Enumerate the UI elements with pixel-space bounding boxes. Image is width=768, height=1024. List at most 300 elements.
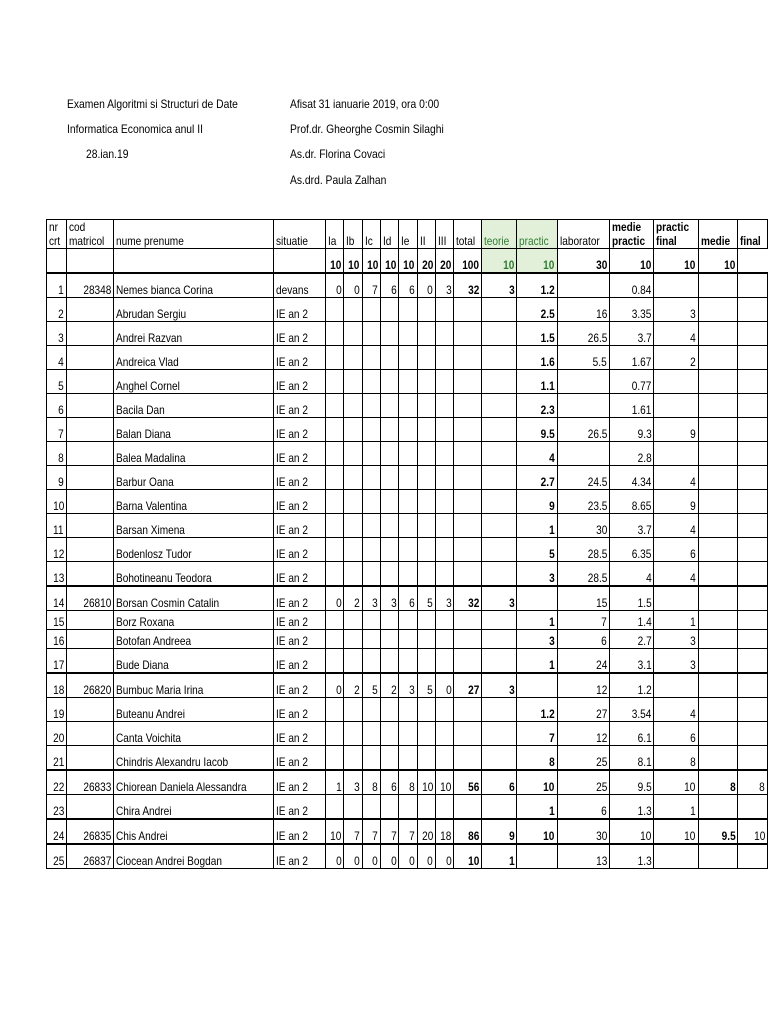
- cell-nume: Ciocean Andrei Bogdan: [113, 844, 273, 869]
- cell-lab: 30: [557, 819, 609, 844]
- cell-teorie: [482, 370, 517, 394]
- cell-sit: IE an 2: [274, 698, 326, 722]
- cell-nr: 7: [47, 418, 67, 442]
- cell-Ia: [325, 795, 343, 820]
- cell-lab: [557, 442, 609, 466]
- cell-total: [454, 466, 482, 490]
- cell-sit: IE an 2: [274, 844, 326, 869]
- cell-III: [436, 370, 454, 394]
- cell-total: [454, 490, 482, 514]
- cell-practic: 1: [517, 649, 557, 674]
- cell-sit: IE an 2: [274, 630, 326, 649]
- cell-teorie: 3: [482, 586, 517, 611]
- table-row: [47, 844, 768, 869]
- cell-total: [454, 394, 482, 418]
- cell-sit: IE an 2: [274, 346, 326, 370]
- cell-nr: 2: [47, 298, 67, 322]
- cell-total: 32: [454, 273, 482, 298]
- cell-Id: 7: [381, 819, 399, 844]
- cell-mp: 1.61: [609, 394, 653, 418]
- cell-cod: [66, 442, 113, 466]
- cell-final: [738, 538, 768, 562]
- cell-pf: [654, 673, 698, 698]
- col-final: final: [738, 220, 768, 249]
- col-III: III: [436, 220, 454, 249]
- cell-sit: IE an 2: [274, 673, 326, 698]
- cell-III: 0: [436, 844, 454, 869]
- cell-total: [454, 795, 482, 820]
- col-situatie: situatie: [274, 220, 326, 249]
- cell-sit: IE an 2: [274, 611, 326, 630]
- cell-III: [436, 346, 454, 370]
- cell-teorie: [482, 698, 517, 722]
- cell-lab: 6: [557, 795, 609, 820]
- cell-final: [738, 586, 768, 611]
- max-points-cell: 10: [654, 249, 698, 274]
- cell-medie: [698, 698, 738, 722]
- cell-cod: 28348: [66, 273, 113, 298]
- cell-Ia: [325, 466, 343, 490]
- cell-practic: [517, 586, 557, 611]
- cell-Ib: [344, 490, 362, 514]
- cell-teorie: [482, 418, 517, 442]
- cell-pf: 6: [654, 538, 698, 562]
- cell-cod: 26837: [66, 844, 113, 869]
- cell-nume: Bude Diana: [113, 649, 273, 674]
- cell-cod: [66, 722, 113, 746]
- cell-II: [417, 298, 435, 322]
- cell-nume: Barbur Oana: [113, 466, 273, 490]
- cell-lab: 26.5: [557, 322, 609, 346]
- cell-medie: [698, 538, 738, 562]
- assistant-name-2: As.drd. Paula Zalhan: [290, 173, 387, 187]
- cell-Ic: [362, 514, 380, 538]
- cell-nume: Chiorean Daniela Alessandra: [113, 770, 273, 795]
- cell-Ic: [362, 611, 380, 630]
- cell-pf: 1: [654, 611, 698, 630]
- cell-medie: [698, 273, 738, 298]
- col-II: II: [417, 220, 435, 249]
- col-laborator: laborator: [557, 220, 609, 249]
- cell-practic: 8: [517, 746, 557, 771]
- cell-Ib: [344, 795, 362, 820]
- cell-II: 5: [417, 673, 435, 698]
- cell-nr: 9: [47, 466, 67, 490]
- cell-final: [738, 298, 768, 322]
- cell-Ib: [344, 611, 362, 630]
- cell-Ia: 1: [325, 770, 343, 795]
- cell-pf: 3: [654, 649, 698, 674]
- cell-Ic: [362, 490, 380, 514]
- cell-nr: 21: [47, 746, 67, 771]
- cell-Ie: 8: [399, 770, 417, 795]
- cell-II: [417, 442, 435, 466]
- max-points-cell: 10: [344, 249, 362, 274]
- cell-Ie: [399, 346, 417, 370]
- col-cod: cod matricol: [66, 220, 113, 249]
- cell-final: [738, 673, 768, 698]
- cell-mp: 9.3: [609, 418, 653, 442]
- cell-practic: 1: [517, 514, 557, 538]
- cell-mp: 0.84: [609, 273, 653, 298]
- cell-mp: 2.8: [609, 442, 653, 466]
- cell-II: [417, 795, 435, 820]
- cell-Id: [381, 322, 399, 346]
- cell-total: [454, 611, 482, 630]
- cell-III: [436, 298, 454, 322]
- cell-Id: [381, 562, 399, 587]
- cell-sit: IE an 2: [274, 394, 326, 418]
- cell-sit: IE an 2: [274, 770, 326, 795]
- cell-total: 10: [454, 844, 482, 869]
- table-row: [47, 673, 768, 698]
- cell-Ic: 7: [362, 819, 380, 844]
- cell-Ie: [399, 490, 417, 514]
- cell-Ic: 3: [362, 586, 380, 611]
- cell-Ib: 2: [344, 586, 362, 611]
- cell-final: [738, 698, 768, 722]
- cell-Id: 2: [381, 673, 399, 698]
- cell-cod: [66, 649, 113, 674]
- cell-sit: IE an 2: [274, 370, 326, 394]
- cell-Ie: [399, 298, 417, 322]
- cell-Ib: [344, 698, 362, 722]
- cell-Ib: [344, 418, 362, 442]
- cell-Id: 0: [381, 844, 399, 869]
- cell-pf: [654, 273, 698, 298]
- cell-nume: Barna Valentina: [113, 490, 273, 514]
- cell-Ia: [325, 442, 343, 466]
- cell-Ia: 0: [325, 673, 343, 698]
- cell-lab: 28.5: [557, 538, 609, 562]
- cell-lab: 16: [557, 298, 609, 322]
- cell-Ib: [344, 746, 362, 771]
- cell-cod: [66, 322, 113, 346]
- cell-nr: 12: [47, 538, 67, 562]
- cell-practic: [517, 844, 557, 869]
- cell-final: [738, 722, 768, 746]
- cell-total: [454, 322, 482, 346]
- cell-Ic: [362, 698, 380, 722]
- cell-practic: 10: [517, 819, 557, 844]
- cell-practic: 1.2: [517, 698, 557, 722]
- table-row: [47, 346, 768, 370]
- cell-lab: 24: [557, 649, 609, 674]
- cell-II: [417, 698, 435, 722]
- cell-Ia: [325, 538, 343, 562]
- col-medie-practic: medie practic: [609, 220, 653, 249]
- cell-total: [454, 442, 482, 466]
- posted-date: Afisat 31 ianuarie 2019, ora 0:00: [290, 97, 440, 111]
- cell-pf: 4: [654, 466, 698, 490]
- cell-teorie: 3: [482, 273, 517, 298]
- cell-mp: 10: [609, 819, 653, 844]
- cell-teorie: [482, 394, 517, 418]
- cell-II: 0: [417, 844, 435, 869]
- cell-mp: 8.65: [609, 490, 653, 514]
- cell-nr: 25: [47, 844, 67, 869]
- cell-III: [436, 611, 454, 630]
- cell-teorie: [482, 649, 517, 674]
- cell-III: 10: [436, 770, 454, 795]
- cell-II: [417, 394, 435, 418]
- cell-II: 0: [417, 273, 435, 298]
- cell-total: [454, 722, 482, 746]
- table-row: [47, 630, 768, 649]
- cell-Ic: [362, 322, 380, 346]
- cell-Ie: [399, 394, 417, 418]
- cell-mp: 3.7: [609, 514, 653, 538]
- cell-medie: [698, 649, 738, 674]
- cell-nume: Botofan Andreea: [113, 630, 273, 649]
- cell-nr: 17: [47, 649, 67, 674]
- cell-nume: Bacila Dan: [113, 394, 273, 418]
- cell-Ia: [325, 322, 343, 346]
- cell-mp: 3.54: [609, 698, 653, 722]
- cell-pf: [654, 370, 698, 394]
- cell-sit: IE an 2: [274, 322, 326, 346]
- cell-medie: [698, 586, 738, 611]
- cell-lab: 25: [557, 770, 609, 795]
- cell-mp: 3.35: [609, 298, 653, 322]
- cell-Ia: [325, 746, 343, 771]
- cell-practic: 1.1: [517, 370, 557, 394]
- cell-Ia: 0: [325, 586, 343, 611]
- cell-practic: 2.5: [517, 298, 557, 322]
- max-points-cell: 10: [609, 249, 653, 274]
- cell-total: [454, 418, 482, 442]
- cell-practic: [517, 673, 557, 698]
- cell-teorie: [482, 611, 517, 630]
- cell-Ic: [362, 466, 380, 490]
- cell-sit: IE an 2: [274, 538, 326, 562]
- max-points-cell: 10: [399, 249, 417, 274]
- cell-Ic: [362, 346, 380, 370]
- cell-total: [454, 514, 482, 538]
- table-row: [47, 418, 768, 442]
- cell-final: [738, 346, 768, 370]
- cell-practic: 3: [517, 562, 557, 587]
- cell-Id: 6: [381, 273, 399, 298]
- table-row: [47, 562, 768, 587]
- cell-mp: 1.4: [609, 611, 653, 630]
- cell-nume: Balan Diana: [113, 418, 273, 442]
- cell-II: 20: [417, 819, 435, 844]
- table-row: [47, 649, 768, 674]
- cell-Id: [381, 698, 399, 722]
- cell-teorie: 6: [482, 770, 517, 795]
- cell-medie: [698, 394, 738, 418]
- cell-pf: [654, 442, 698, 466]
- cell-Id: [381, 466, 399, 490]
- cell-mp: 9.5: [609, 770, 653, 795]
- max-points-cell: 10: [517, 249, 557, 274]
- cell-pf: 6: [654, 722, 698, 746]
- cell-cod: [66, 514, 113, 538]
- cell-Ib: [344, 394, 362, 418]
- cell-mp: 1.3: [609, 844, 653, 869]
- cell-lab: [557, 370, 609, 394]
- cell-sit: IE an 2: [274, 562, 326, 587]
- cell-II: [417, 490, 435, 514]
- cell-II: [417, 649, 435, 674]
- table-row: [47, 298, 768, 322]
- table-row: [47, 514, 768, 538]
- max-empty: [113, 249, 273, 274]
- table-row: [47, 819, 768, 844]
- cell-lab: 26.5: [557, 418, 609, 442]
- cell-nume: Anghel Cornel: [113, 370, 273, 394]
- table-row: [47, 770, 768, 795]
- col-practic: practic: [517, 220, 557, 249]
- cell-Ie: [399, 442, 417, 466]
- cell-final: [738, 630, 768, 649]
- cell-Id: [381, 538, 399, 562]
- cell-sit: IE an 2: [274, 514, 326, 538]
- cell-final: [738, 844, 768, 869]
- cell-Id: [381, 795, 399, 820]
- cell-Ib: [344, 649, 362, 674]
- cell-teorie: [482, 322, 517, 346]
- cell-teorie: 9: [482, 819, 517, 844]
- cell-III: [436, 795, 454, 820]
- cell-practic: 2.7: [517, 466, 557, 490]
- cell-cod: 26810: [66, 586, 113, 611]
- cell-Ia: [325, 722, 343, 746]
- cell-Id: [381, 346, 399, 370]
- cell-Ic: [362, 722, 380, 746]
- cell-Ib: [344, 538, 362, 562]
- cell-Ib: 7: [344, 819, 362, 844]
- cell-total: [454, 370, 482, 394]
- cell-III: [436, 490, 454, 514]
- cell-mp: 8.1: [609, 746, 653, 771]
- cell-final: [738, 490, 768, 514]
- cell-nume: Chis Andrei: [113, 819, 273, 844]
- cell-Ie: 7: [399, 819, 417, 844]
- cell-Ie: [399, 611, 417, 630]
- cell-mp: 0.77: [609, 370, 653, 394]
- max-empty: [274, 249, 326, 274]
- cell-sit: IE an 2: [274, 722, 326, 746]
- cell-Id: [381, 442, 399, 466]
- cell-final: 8: [738, 770, 768, 795]
- cell-cod: [66, 370, 113, 394]
- cell-nr: 18: [47, 673, 67, 698]
- cell-lab: [557, 273, 609, 298]
- cell-nume: Buteanu Andrei: [113, 698, 273, 722]
- cell-mp: 1.5: [609, 586, 653, 611]
- cell-teorie: 3: [482, 673, 517, 698]
- cell-cod: 26835: [66, 819, 113, 844]
- cell-III: [436, 442, 454, 466]
- cell-III: [436, 466, 454, 490]
- cell-nume: Chira Andrei: [113, 795, 273, 820]
- cell-pf: 8: [654, 746, 698, 771]
- cell-Ib: [344, 322, 362, 346]
- cell-teorie: [482, 722, 517, 746]
- cell-sit: IE an 2: [274, 466, 326, 490]
- cell-medie: [698, 466, 738, 490]
- cell-cod: 26833: [66, 770, 113, 795]
- cell-medie: [698, 490, 738, 514]
- table-row: [47, 273, 768, 298]
- col-practic-final: practic final: [654, 220, 698, 249]
- cell-pf: [654, 586, 698, 611]
- col-Ic: Ic: [362, 220, 380, 249]
- cell-practic: 2.3: [517, 394, 557, 418]
- max-points-cell: 10: [325, 249, 343, 274]
- cell-nr: 22: [47, 770, 67, 795]
- cell-Id: [381, 298, 399, 322]
- table-row: [47, 698, 768, 722]
- cell-Ia: [325, 611, 343, 630]
- cell-II: [417, 466, 435, 490]
- cell-practic: 1: [517, 611, 557, 630]
- assistant-name-1: As.dr. Florina Covaci: [290, 147, 386, 161]
- cell-final: [738, 649, 768, 674]
- cell-lab: 5.5: [557, 346, 609, 370]
- cell-nume: Balea Madalina: [113, 442, 273, 466]
- cell-nr: 8: [47, 442, 67, 466]
- grades-table-body: [47, 220, 768, 869]
- cell-Id: [381, 630, 399, 649]
- cell-III: [436, 418, 454, 442]
- cell-medie: [698, 298, 738, 322]
- cell-Id: [381, 490, 399, 514]
- cell-cod: [66, 795, 113, 820]
- cell-nr: 16: [47, 630, 67, 649]
- cell-Id: [381, 722, 399, 746]
- cell-Ia: [325, 370, 343, 394]
- col-Id: Id: [381, 220, 399, 249]
- table-row: [47, 746, 768, 771]
- max-points-cell: 10: [381, 249, 399, 274]
- cell-practic: 3: [517, 630, 557, 649]
- cell-mp: 4: [609, 562, 653, 587]
- cell-medie: [698, 562, 738, 587]
- cell-teorie: [482, 630, 517, 649]
- cell-mp: 2.7: [609, 630, 653, 649]
- table-row: [47, 466, 768, 490]
- cell-nume: Bohotineanu Teodora: [113, 562, 273, 587]
- cell-final: [738, 611, 768, 630]
- cell-Ie: 0: [399, 844, 417, 869]
- cell-total: [454, 346, 482, 370]
- cell-Ie: [399, 466, 417, 490]
- cell-Ib: [344, 514, 362, 538]
- grades-table: [46, 219, 768, 869]
- cell-Ia: [325, 698, 343, 722]
- cell-medie: [698, 673, 738, 698]
- col-total: total: [454, 220, 482, 249]
- cell-sit: IE an 2: [274, 586, 326, 611]
- cell-Ie: [399, 795, 417, 820]
- cell-Ic: [362, 394, 380, 418]
- cell-III: [436, 649, 454, 674]
- max-points-row: [47, 249, 768, 274]
- cell-medie: [698, 418, 738, 442]
- cell-nume: Abrudan Sergiu: [113, 298, 273, 322]
- cell-total: [454, 298, 482, 322]
- cell-pf: 10: [654, 770, 698, 795]
- cell-cod: [66, 418, 113, 442]
- cell-nr: 1: [47, 273, 67, 298]
- cell-lab: 12: [557, 673, 609, 698]
- cell-III: [436, 746, 454, 771]
- cell-Ie: [399, 538, 417, 562]
- cell-medie: [698, 746, 738, 771]
